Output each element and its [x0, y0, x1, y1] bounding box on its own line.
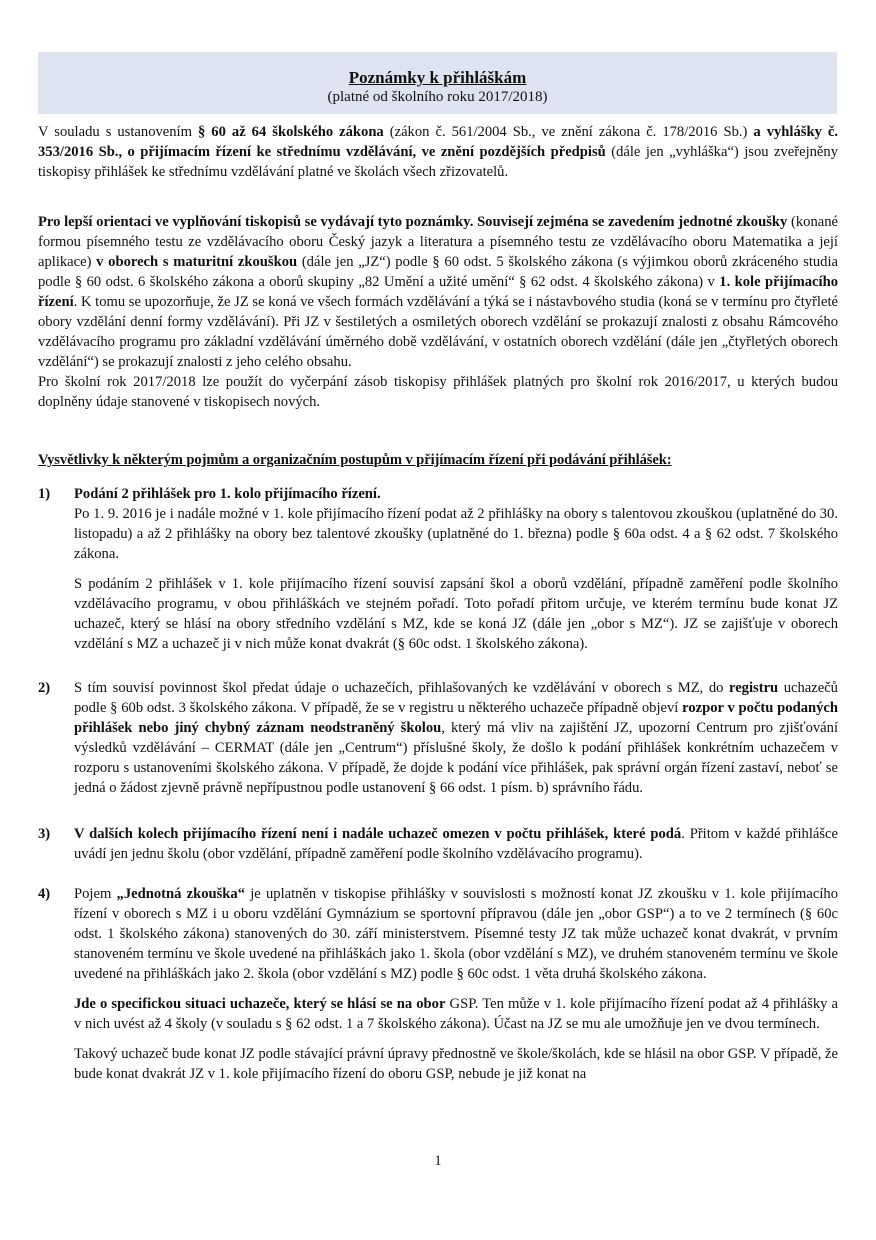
item-bold: Jde o specifickou situaci uchazeče, který se hlásí se na obor [74, 996, 446, 1012]
item-body [74, 884, 838, 1084]
section-heading: Vysvětlivky k některým pojmům a organizačním postupům v přijímacím řízení při podávání přihlášek: [38, 452, 672, 468]
item-number: 3) [38, 826, 51, 842]
item-number: 4) [38, 886, 51, 902]
item-bold: V dalších kolech přijímacího řízení není i nadále uchazeč omezen v počtu přihlášek, které podá [74, 826, 682, 842]
item-text: , který má vliv na zajištění JZ, upozorní Centrum pro zjišťování výsledků vzdělávání – CERMAT (dále jen „Centrum“) příslušné školy, že došlo k podání přihlášek konkrétním uchazečem v rozporu s ustanoveními školského zákona. V případě, že dojde k podání více přihlášek, pak správní orgán řízení zastaví, neboť se jedná o žádost zjevně právně nepřípustnou podle ustanovení § 66 odst. 1 písm. b) správního řádu. [74, 720, 838, 796]
intro-p1-bold-decree: a vyhlášky č. 353/2016 Sb., o přijímacím řízení ke střednímu vzdělávání, ve znění pozdějších předpisů [38, 124, 839, 160]
item-text: Pojem [74, 886, 117, 902]
item-text: je uplatněn v tiskopise přihlášky v souvislosti s možností konat JZ zkoušku v 1. kole přijímacího řízení v oborech s MZ i u oboru vzdělání Gymnázium se sportovní přípravou (dále jen „obor GSP“) a to ve 2 termínech (§ 60c odst. 1 školského zákona) stanovených do 30. září ministerstvem. Písemné testy JZ tak může uchazeč konat dvakrát, v prvním stanoveném termínu ve škole uvedené na přihláškách jako 1. škola (obor vzdělání s MZ), ve druhém stanoveném termínu ve škole uvedené na přihláškách jako 2. škola (obor vzdělání s MZ) podle § 60c odst. 1 věta druhá školského zákona. [74, 886, 839, 982]
intro-p1-text-2: (zákon č. 561/2004 Sb., ve znění zákona č. 178/2016 Sb.) [383, 124, 754, 140]
title-box [38, 52, 837, 114]
intro-p1-text-3: (dále jen „vyhláška“) jsou zveřejněny tiskopisy přihlášek ke střednímu vzdělávání platné ve školách všech zřizovatelů. [38, 144, 838, 180]
item-paragraph: Po 1. 9. 2016 je i nadále možné v 1. kole přijímacího řízení podat až 2 přihlášky na obory s talentovou zkouškou (uplatněné do 30. listopadu) a až 2 přihlášky na obory bez talentové zkoušky (uplatněné do 1. března) podle § 60a odst. 4 a § 62 odst. 7 školského zákona. [74, 506, 838, 562]
intro-p1-text: V souladu s ustanovením [38, 124, 198, 140]
intro-p2-bold-3: 1. kole přijímacího řízení [38, 274, 838, 310]
intro-p2-bold-2: v oborech s maturitní zkouškou [96, 254, 298, 270]
intro-p2-text: (konané formou písemného testu ze vzdělávacího oboru Český jazyk a literatura a písemného testu ze vzdělávacího oboru Matematika a její aplikace) [38, 214, 838, 270]
item-number: 2) [38, 680, 51, 696]
item-paragraph: Takový uchazeč bude konat JZ podle stávající právní úpravy přednostně ve škole/školách, kde se hlásil na obor GSP. V případě, že bude konat dvakrát JZ v 1. kole přijímacího řízení do oboru GSP, nebude je již konat na [74, 1046, 838, 1082]
intro-p2-bold: Pro lepší orientaci ve vyplňování tiskopisů se vydávají tyto poznámky. Souvisejí zejména se zavedením jednotné zkoušky [38, 214, 788, 230]
item-text: S tím souvisí povinnost škol předat údaje o uchazečích, přihlašovaných ke vzdělávání v oborech s MZ, do [74, 680, 729, 696]
intro-p1-bold-law: § 60 až 64 školského zákona [197, 124, 384, 140]
item-text: GSP. Ten může v 1. kole přijímacího řízení podat až 4 přihlášky a v nich uvést až 4 školy (v souladu s § 62 odst. 1 a 7 školského zákona). Účast na JZ se mu ale umožňuje jen ve dvou termínech. [74, 996, 838, 1032]
intro-p2-text-2: (dále jen „JZ“) podle § 60 odst. 5 školského zákona (s výjimkou oborů zkráceného studia podle § 60 odst. 6 školského zákona a oborů skupiny „82 Umění a užité umění“ § 62 odst. 4 školského zákona) v [38, 254, 838, 290]
item-body [74, 484, 838, 654]
item-title: Podání 2 přihlášek pro 1. kolo přijímacího řízení. [74, 486, 381, 502]
intro-paragraph-2 [38, 212, 838, 412]
intro-paragraph-3: Pro školní rok 2017/2018 lze použít do vyčerpání zásob tiskopisy přihlášek platných pro školní rok 2016/2017, u kterých budou doplněny údaje stanovené v tiskopisech nových. [38, 374, 838, 410]
item-number: 1) [38, 486, 51, 502]
item-body [74, 824, 838, 864]
item-bold: „Jednotná zkouška“ [116, 886, 246, 902]
document-title: Poznámky k přihláškám [348, 68, 527, 87]
item-body [74, 678, 838, 798]
intro-paragraph-1 [38, 122, 838, 182]
item-paragraph: S podáním 2 přihlášek v 1. kole přijímacího řízení souvisí zapsání škol a oborů vzdělání, případně zaměření podle školního vzdělávacího programu, v obou přihláškách ve stejném pořadí. Toto pořadí přitom určuje, ve kterém termínu bude konat JZ uchazeč, který se hlásí na obory středního vzdělání s MZ, kde se koná JZ (dále jen „obor s MZ“). JZ se zajišťuje v oborech vzdělání s MZ a uchazeč ji v nich může konat dvakrát (§ 60c odst. 1 školského zákona). [74, 576, 838, 652]
item-bold: rozpor v počtu podaných přihlášek nebo jiný chybný záznam neodstraněný školou [74, 700, 838, 736]
item-text: . Přitom v každé přihlášce uvádí jen jednu školu (obor vzdělání, případně zaměření podle školního vzdělávacího programu). [74, 826, 838, 862]
document-subtitle: (platné od školního roku 2017/2018) [327, 89, 548, 105]
item-text: uchazečů podle § 60b odst. 3 školského zákona. V případě, že se v registru u některého uchazeče případně objeví [74, 680, 838, 716]
intro-p2-text-3: . K tomu se upozorňuje, že JZ se koná ve všech formách vzdělávání a týká se i nástavbového studia (koná se v termínu pro čtyřleté obory vzdělání denní formy vzdělávání). Při JZ v šestiletých a osmiletých oborech vzdělání se prokazují znalosti z obsahu Rámcového vzdělávacího programu pro základní vzdělávání úměrného době vzdělávání, v ostatních oborech vzdělání (dále jen „čtyřletých oborech vzdělání“) se prokazují znalosti z jeho celého obsahu. [38, 294, 838, 370]
item-bold: registru [728, 680, 779, 696]
page-number: 1 [434, 1153, 442, 1169]
